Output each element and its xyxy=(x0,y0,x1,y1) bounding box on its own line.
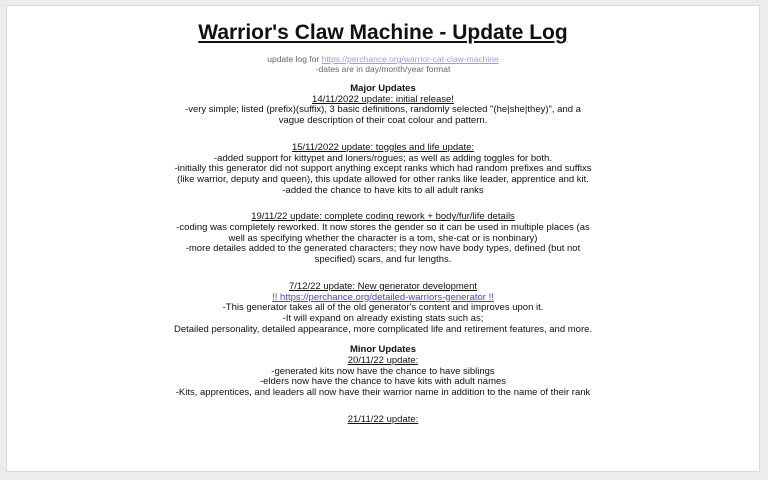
subtitle xyxy=(171,54,595,74)
update-note-line: -generated kits now have the chance to have siblings xyxy=(271,365,495,377)
update-entry xyxy=(171,143,595,197)
subtitle-prefix: update log for xyxy=(267,54,322,64)
detailed-warriors-generator-link[interactable]: !! https://perchance.org/detailed-warriors-generator !! xyxy=(272,291,494,303)
update-log-page xyxy=(6,5,760,472)
update-note-line: -elders now have the chance to have kits with adult names xyxy=(259,376,507,388)
update-note-line: -added support for kittypet and loners/rogues; as well as adding toggles for both. xyxy=(214,152,552,164)
claw-machine-link[interactable]: https://perchance.org/warrior-cat-claw-machine xyxy=(321,54,499,64)
subtitle-line-2: -dates are in day/month/year format xyxy=(315,64,451,74)
update-entry xyxy=(171,282,595,336)
update-date-heading: 7/12/22 update: New generator development xyxy=(288,280,478,292)
update-entry xyxy=(171,95,595,127)
update-date-heading: 14/11/2022 update: initial release! xyxy=(312,93,454,105)
update-note-line: -more detailes added to the generated characters; they now have body types, defined (but not specified) scars, and fur lengths. xyxy=(185,243,581,266)
update-note-line: -very simple; listed (prefix)(suffix), 3 basic definitions, randomly selected "(he|she|they)", and a vague description of their coat colour and pattern. xyxy=(185,104,581,127)
update-entry xyxy=(171,415,595,426)
section-header-major-updates: Major Updates xyxy=(350,83,416,94)
subtitle-line-1 xyxy=(171,54,595,64)
update-note-line: -It will expand on already existing stats such as; xyxy=(282,312,484,324)
update-date-heading: 19/11/22 update: complete coding rework + body/fur/life details xyxy=(251,211,515,223)
page-title: Warrior's Claw Machine - Update Log xyxy=(198,21,568,44)
update-note-line: Detailed personality, detailed appearance, more complicated life and retirement features, and more. xyxy=(173,323,593,335)
section-header-minor-updates: Minor Updates xyxy=(350,344,416,356)
update-note-line: -Kits, apprentices, and leaders all now have their warrior name in addition to the name of their rank xyxy=(175,387,591,399)
update-date-heading: 15/11/2022 update: toggles and life update: xyxy=(291,141,475,153)
update-note-line: -coding was completely reworked. It now stores the gender so it can be used in multiple places (as well as specifying whether the character is a tom, she-cat or is nonbinary) xyxy=(176,222,590,244)
update-date-heading: 21/11/22 update: xyxy=(347,413,419,425)
document-body xyxy=(171,6,595,426)
update-note-line: -initially this generator did not support anything except ranks which had random prefixes and suffixs (like warrior, deputy and queen), this update allowed for other ranks like leader, apprentice and kit. xyxy=(174,163,592,185)
update-entry xyxy=(171,212,595,266)
update-note-line: -This generator takes all of the old generator's content and improves upon it. xyxy=(222,302,544,314)
update-date-heading: 20/11/22 update: xyxy=(347,355,419,367)
update-note-line: -added the chance to have kits to all adult ranks xyxy=(282,184,484,196)
update-entry xyxy=(171,356,595,399)
